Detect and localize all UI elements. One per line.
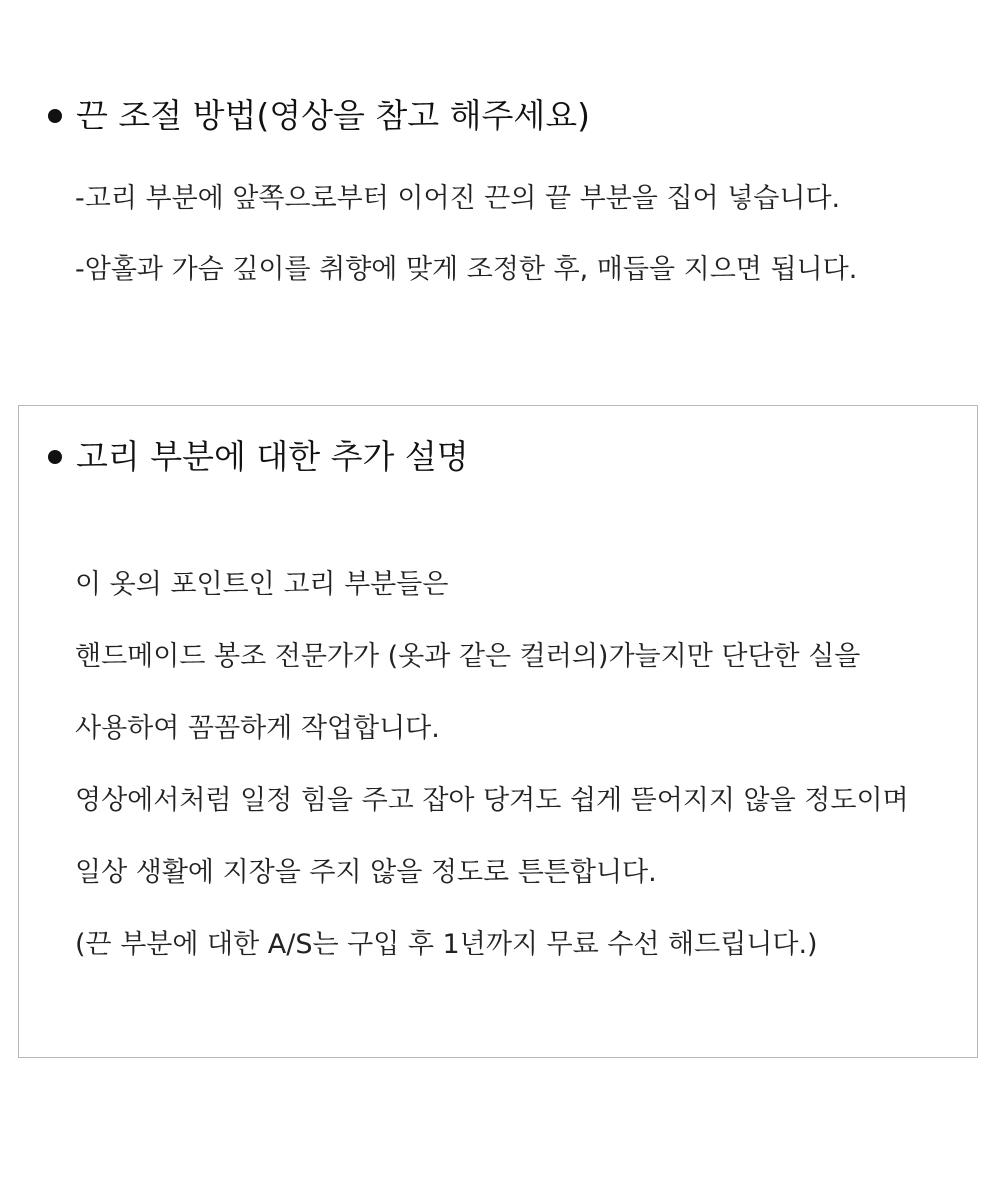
loop-description-line: (끈 부분에 대한 A/S는 구입 후 1년까지 무료 수선 해드립니다.): [75, 929, 818, 960]
loop-description-line: 일상 생활에 지장을 주지 않을 정도로 튼튼합니다.: [75, 857, 657, 888]
strap-instruction-line: -고리 부분에 앞쪽으로부터 이어진 끈의 끝 부분을 집어 넣습니다.: [75, 183, 841, 214]
loop-description-line: 사용하여 꼼꼼하게 작업합니다.: [75, 713, 440, 744]
loop-description-line: 핸드메이드 봉조 전문가가 (옷과 같은 컬러의)가늘지만 단단한 실을: [75, 641, 861, 672]
bullet-icon: [48, 450, 62, 464]
strap-title-text: 끈 조절 방법(영상을 참고 해주세요): [76, 96, 590, 135]
bullet-icon: [48, 109, 62, 123]
loop-section-title: [48, 437, 469, 477]
loop-description-line: 이 옷의 포인트인 고리 부분들은: [75, 569, 449, 600]
strap-instruction-line: -암홀과 가슴 깊이를 취향에 맞게 조정한 후, 매듭을 지으면 됩니다.: [75, 254, 858, 285]
strap-section-title: [48, 96, 590, 136]
loop-title-text: 고리 부분에 대한 추가 설명: [76, 437, 469, 476]
loop-description-line: 영상에서처럼 일정 힘을 주고 잡아 당겨도 쉽게 뜯어지지 않을 정도이며: [75, 785, 909, 816]
